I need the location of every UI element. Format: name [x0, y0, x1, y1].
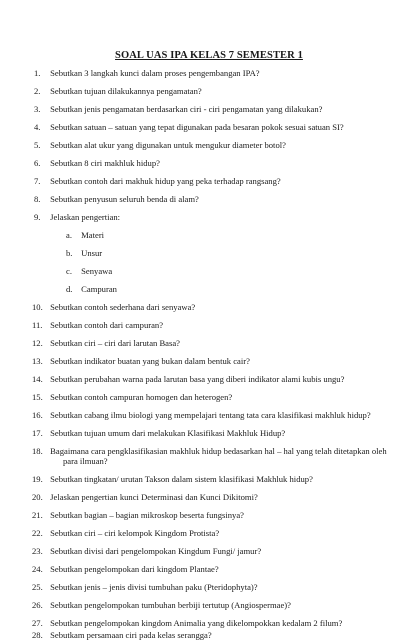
- question-text: Sebutkan ciri – ciri dari larutan Basa?: [50, 338, 180, 348]
- sub-item-letter: b.: [66, 248, 73, 258]
- question-text: Sebutkan divisi dari pengelompokan Kingdum Fungi/ jamur?: [50, 546, 262, 556]
- question-item: [32, 410, 404, 420]
- question-text-continuation: para ilmuan?: [63, 456, 108, 466]
- question-text: Sebutkan contoh dari makhuk hidup yang peka terhadap rangsang?: [50, 176, 281, 186]
- question-item: [32, 618, 392, 628]
- question-number: 8.: [34, 194, 41, 204]
- question-item: [34, 194, 394, 204]
- question-number: 23.: [32, 546, 43, 556]
- question-item: [32, 546, 392, 556]
- question-text: Sebutkan contoh dari campuran?: [50, 320, 164, 330]
- sub-item-letter: a.: [66, 230, 72, 240]
- question-number: 19.: [32, 474, 43, 484]
- question-text: Sebutkan indikator buatan yang bukan dalam bentuk cair?: [50, 356, 250, 366]
- question-text: Sebutkan tujuan umum dari melakukan Klasifikasi Makhluk Hidup?: [50, 428, 286, 438]
- question-item: [32, 528, 392, 538]
- question-item: [32, 510, 392, 520]
- question-text: Sebutkan tujuan dilakukannya pengamatan?: [50, 86, 202, 96]
- question-number: 2.: [34, 86, 41, 96]
- question-number: 28.: [32, 630, 43, 640]
- question-text: Sebutkan jenis – jenis divisi tumbuhan paku (Pteridophyta)?: [50, 582, 258, 592]
- question-item: [32, 428, 392, 438]
- question-item: [34, 158, 394, 168]
- question-item: [32, 374, 392, 384]
- question-number: 1.: [34, 68, 41, 78]
- question-text: Sebutkan pengelompokan kingdom Animalia yang dikelompokkan kedalam 2 filum?: [50, 618, 343, 628]
- question-text: Sebutkan jenis pengamatan berdasarkan ciri - ciri pengamatan yang dilakukan?: [50, 104, 323, 114]
- question-number: 4.: [34, 122, 41, 132]
- question-text: Sebutkan contoh sederhana dari senyawa?: [50, 302, 196, 312]
- question-number: 3.: [34, 104, 41, 114]
- sub-item: [66, 284, 117, 294]
- sub-item: [66, 230, 104, 240]
- question-item: [32, 392, 392, 402]
- question-number: 12.: [32, 338, 43, 348]
- question-item: [34, 104, 394, 114]
- question-number: 9.: [34, 212, 41, 222]
- question-text: Sebutkan alat ukur yang digunakan untuk mengukur diameter botol?: [50, 140, 286, 150]
- question-item: [34, 68, 394, 78]
- question-item: [32, 338, 392, 348]
- question-text: Sebutkan bagian – bagian mikroskop beserta fungsinya?: [50, 510, 244, 520]
- question-number: 10.: [32, 302, 43, 312]
- question-text: Sebutkan 8 ciri makhluk hidup?: [50, 158, 160, 168]
- question-text: Jelaskan pengertian:: [50, 212, 121, 222]
- question-item: [34, 176, 394, 186]
- question-text: Sebutkan perubahan warna pada larutan basa yang diberi indikator alami kubis ungu?: [50, 374, 345, 384]
- sub-item-letter: c.: [66, 266, 72, 276]
- question-item: [34, 86, 394, 96]
- question-item: [32, 446, 408, 466]
- question-item: [32, 630, 392, 640]
- question-text: Sebutkan pengelompokan tumbuhan berbiji tertutup (Angiospermae)?: [50, 600, 291, 610]
- question-item: [32, 302, 392, 312]
- sub-item-text: Senyawa: [81, 266, 113, 276]
- question-number: 15.: [32, 392, 43, 402]
- question-number: 26.: [32, 600, 43, 610]
- question-item: [34, 140, 394, 150]
- question-item: [32, 600, 392, 610]
- question-number: 21.: [32, 510, 43, 520]
- question-text: Sebutkan contoh campuran homogen dan heterogen?: [50, 392, 233, 402]
- page-title: SOAL UAS IPA KELAS 7 SEMESTER 1: [115, 50, 303, 61]
- question-item: [32, 356, 392, 366]
- question-text: Sebutkan pengelompokan dari kingdom Plantae?: [50, 564, 219, 574]
- question-item: [34, 122, 394, 132]
- question-text: Sebutkan tingkatan/ urutan Takson dalam sistem klasifikasi Makhluk hidup?: [50, 474, 313, 484]
- question-number: 16.: [32, 410, 43, 420]
- question-text: Bagaimana cara pengklasifikasian makhluk hidup bedasarkan hal – hal yang telah ditetapkan oleh: [50, 446, 387, 456]
- question-number: 22.: [32, 528, 43, 538]
- question-text: Sebutkam persamaan ciri pada kelas serangga?: [48, 630, 212, 640]
- question-text: Sebutkan cabang ilmu biologi yang mempelajari tentang tata cara klasifikasi makhluk hidup?: [50, 410, 371, 420]
- sub-item-text: Unsur: [81, 248, 103, 258]
- question-number: 27.: [32, 618, 43, 628]
- question-number: 25.: [32, 582, 43, 592]
- question-number: 11.: [32, 320, 43, 330]
- question-number: 5.: [34, 140, 41, 150]
- question-number: 13.: [32, 356, 43, 366]
- question-item: [32, 474, 392, 484]
- question-item: [32, 564, 392, 574]
- question-text: Jelaskan pengertian kunci Determinasi dan Kunci Dikitomi?: [50, 492, 258, 502]
- question-item: [32, 582, 392, 592]
- sub-item-text: Materi: [81, 230, 105, 240]
- question-number: 7.: [34, 176, 41, 186]
- question-number: 18.: [32, 446, 43, 456]
- question-text: Sebutkan ciri – ciri kelompok Kingdom Protista?: [50, 528, 220, 538]
- question-number: 20.: [32, 492, 43, 502]
- question-number: 24.: [32, 564, 43, 574]
- question-item: [34, 212, 394, 222]
- sub-item-letter: d.: [66, 284, 73, 294]
- question-text: Sebutkan satuan – satuan yang tepat digunakan pada besaran pokok sesuai satuan SI?: [50, 122, 344, 132]
- question-text: Sebutkan penyusun seluruh benda di alam?: [50, 194, 199, 204]
- question-number: 14.: [32, 374, 43, 384]
- question-number: 6.: [34, 158, 41, 168]
- sub-item-text: Campuran: [81, 284, 117, 294]
- sub-item: [66, 266, 112, 276]
- question-item: [32, 320, 392, 330]
- question-item: [32, 492, 392, 502]
- question-text: Sebutkan 3 langkah kunci dalam proses pengembangan IPA?: [50, 68, 260, 78]
- sub-item: [66, 248, 102, 258]
- question-number: 17.: [32, 428, 43, 438]
